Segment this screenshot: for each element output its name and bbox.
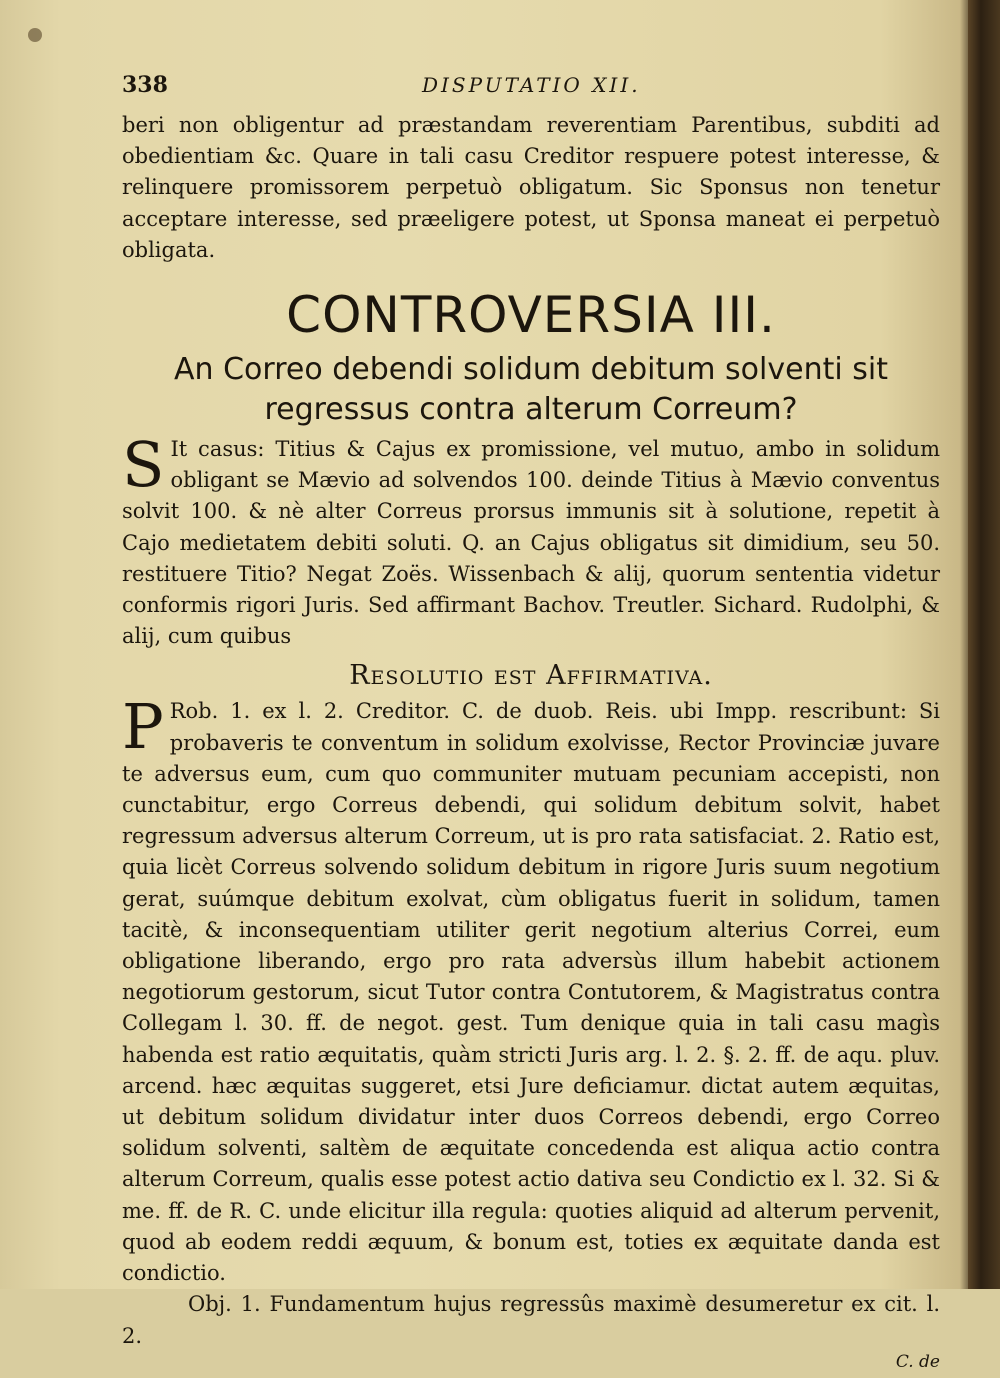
running-title: DISPUTATIO XII. — [422, 73, 641, 97]
probation-paragraph — [122, 690, 940, 1289]
case-paragraph — [122, 428, 940, 652]
drop-cap-p: P — [122, 690, 164, 764]
probation-text: Rob. 1. ex l. 2. Creditor. C. de duob. Reis. ubi Impp. rescribunt: Si probaveris te conventum in solidum exolvisse, Rector Provinciæ juvare te adversus eum, cum quo communiter mutuam pecuniam accepisti, non cunctabitur, ergo Correus debendi, qui solidum debitum solvit, habet regressum adversus alterum Correum, ut is pro rata satisfaciat. 2. Ratio est, quia licèt Correus solvendo solidum debitum in rigore Juris suum negotium gerat, suúmque debitum exolvat, cùm obligatus fuerit in solidum, tamen tacitè, & inconsequentiam utiliter gerit negotium alterius Correi, eum obligatione liberando, ergo pro rata adversùs illum habebit actionem negotiorum gestorum, sicut Tutor contra Contutorem, & Magistratus contra Collegam l. 30. ff. de negot. gest. Tum denique quia in tali casu magìs habenda est ratio æquitatis, quàm stricti Juris arg. l. 2. §. 2. ff. de aqu. pluv. arcend. hæc æquitas suggeret, etsi Jure deficiamur. dictat autem æquitas, ut debitum solidum dividatur inter duos Correos debendi, ergo Correo solidum solventi, saltèm de æquitate concedenda est aliqua actio contra alterum Correum, qualis esse potest actio dativa seu Condictio ex l. 32. Si & me. ff. de R. C. unde elicitur illa regula: quoties aliquid ad alterum pervenit, quod ab eodem reddi æquum, & bonum est, toties ex æquitate danda est condictio. — [122, 699, 940, 1286]
case-text: It casus: Titius & Cajus ex promissione, vel mutuo, ambo in solidum obligant se Mævio ad solvendos 100. deinde Titius à Mævio conventus solvit 100. & nè alter Correus prorsus immunis sit à solutione, repetit à Cajo medietatem debiti soluti. Q. an Cajus obligatus sit dimidium, seu 50. restituere Titio? Negat Zoës. Wissenbach & alij, quorum sententia videtur conformis rigori Juris. Sed affirmant Bachov. Treutler. Sichard. Rudolphi, & alij, cum quibus — [122, 437, 940, 649]
objection-text: Obj. 1. Fundamentum hujus regressûs maximè desumeretur ex cit. l. 2. — [122, 1292, 940, 1348]
controversy-title: CONTROVERSIA III. — [286, 286, 776, 345]
paper-stain — [28, 28, 42, 42]
page-number: 338 — [122, 72, 168, 98]
page-header — [122, 70, 940, 110]
objection-paragraph — [122, 1289, 940, 1351]
catchword: C. de — [895, 1351, 940, 1372]
catchword-row — [122, 1352, 940, 1378]
resolution-heading: Resolutio est Affirmativa. — [349, 660, 713, 692]
text-block — [122, 70, 940, 1378]
controversy-question: An Correo debendi solidum debitum solventi sit regressus contra alterum Correum? — [174, 352, 888, 428]
book-gutter — [968, 0, 1000, 1289]
opening-paragraph: beri non obligentur ad præstandam reverentiam Parentibus, subditi ad obedientiam &c. Quare in tali casu Creditor respuere potest interesse, & relinquere promissorem perpetuò obligatum. Sic Sponsus non tenetur acceptare interesse, sed præeligere potest, ut Sponsa maneat ei perpetuò obligata. — [122, 113, 940, 262]
drop-cap-s: S — [122, 428, 165, 502]
